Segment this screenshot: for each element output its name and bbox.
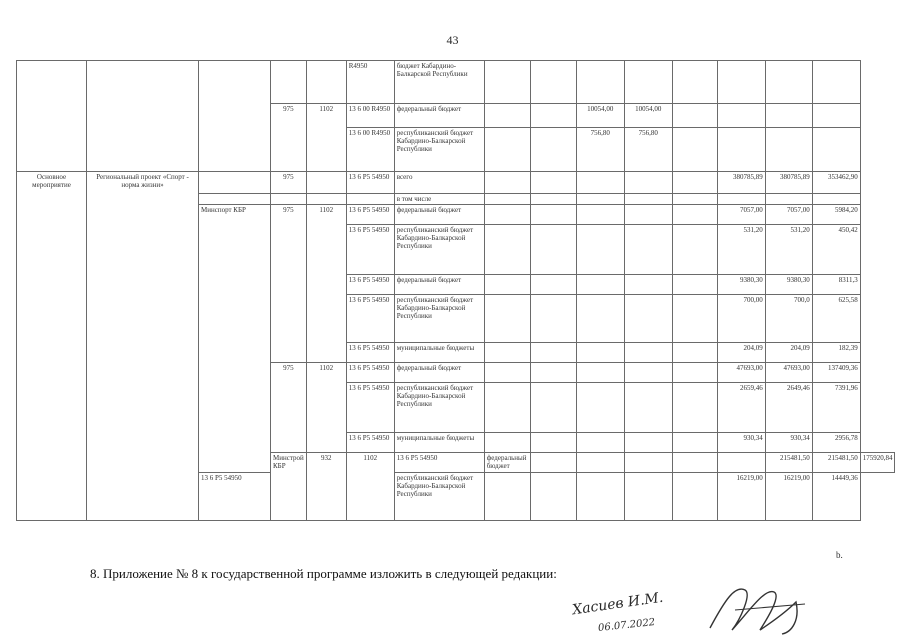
cell-value: 531,20 — [765, 225, 812, 275]
budget-table — [16, 60, 895, 521]
cell-value: 10054,00 — [576, 104, 624, 128]
cell-value: 204,09 — [765, 343, 812, 363]
appendix-statement: 8. Приложение № 8 к государственной программе изложить в следующей редакции: — [90, 566, 557, 581]
cell-value: 14449,36 — [812, 473, 860, 521]
page-number: 43 — [446, 33, 459, 47]
cell-kbk: 13 6 P5 54950 — [346, 295, 394, 343]
cell-kbk: 13 6 P5 54950 — [346, 172, 394, 194]
cell-grbs: 975 — [271, 172, 307, 194]
table-row — [17, 61, 895, 104]
cell-value: 700,0 — [765, 295, 812, 343]
cell-source: федеральный бюджет — [394, 104, 484, 128]
cell-value: 215481,50 — [812, 453, 860, 473]
cell-value: 9380,30 — [717, 275, 765, 295]
cell-value: 182,39 — [812, 343, 860, 363]
cell-value: 2659,46 — [717, 383, 765, 433]
cell-value: 175920,84 — [860, 453, 895, 473]
cell-value: 930,34 — [717, 433, 765, 453]
cell-source: республиканский бюджет Кабардино-Балкарской Республики — [394, 383, 484, 433]
cell-empty — [271, 61, 307, 104]
cell-value: 625,58 — [812, 295, 860, 343]
cell-kbk: 13 6 P5 54950 — [346, 433, 394, 453]
cell-source: муниципальные бюджеты — [394, 433, 484, 453]
cell-kbk: R4950 — [346, 61, 394, 104]
cell-value: 2649,46 — [765, 383, 812, 433]
cell-value: 380785,89 — [717, 172, 765, 194]
cell-kbk: 13 6 00 R4950 — [346, 128, 394, 172]
cell-source: всего — [394, 172, 484, 194]
cell-grbs: 975 — [271, 363, 307, 453]
cell-value: 450,42 — [812, 225, 860, 275]
cell-value: 16219,00 — [765, 473, 812, 521]
cell-source: федеральный бюджет — [394, 205, 484, 225]
cell-source: федеральный бюджет — [394, 363, 484, 383]
cell-value: 380785,89 — [765, 172, 812, 194]
cell-value: 756,80 — [576, 128, 624, 172]
cell-kbk: 13 6 00 R4950 — [346, 104, 394, 128]
cell-value: 215481,50 — [765, 453, 812, 473]
cell-source: республиканский бюджет Кабардино-Балкарской Республики — [394, 295, 484, 343]
cell-value: 204,09 — [717, 343, 765, 363]
cell-source: бюджет Кабардино-Балкарской Республики — [394, 61, 484, 104]
cell-value: 10054,00 — [624, 104, 672, 128]
ministry-build: Минстрой КБР — [271, 453, 307, 521]
cell-value: 531,20 — [717, 225, 765, 275]
cell-kbk: 13 6 P5 54950 — [346, 343, 394, 363]
cell-kbk: 13 6 P5 54950 — [346, 383, 394, 433]
cell-value: 7391,96 — [812, 383, 860, 433]
cell-grbs: 975 — [271, 104, 307, 172]
event-name: Региональный проект «Спорт - норма жизни» — [87, 172, 199, 521]
cell-empty — [87, 61, 199, 172]
cell-razdel: 1102 — [346, 453, 394, 521]
page-mark: b. — [836, 550, 843, 560]
cell-source: республиканский бюджет Кабардино-Балкарской Республики — [394, 473, 484, 521]
cell-value: 353462,90 — [812, 172, 860, 194]
cell-value: 756,80 — [624, 128, 672, 172]
cell-kbk: 13 6 P5 54950 — [346, 363, 394, 383]
cell-value: 9380,30 — [765, 275, 812, 295]
event-type: Основное мероприятие — [17, 172, 87, 521]
cell-value: 700,00 — [717, 295, 765, 343]
cell-kbk: 13 6 P5 54950 — [394, 453, 484, 473]
cell-source: федеральный бюджет — [484, 453, 530, 473]
cell-value: 8311,3 — [812, 275, 860, 295]
signature-date: 06.07.2022 — [597, 617, 656, 634]
cell-value: 47693,00 — [765, 363, 812, 383]
cell-razdel: 1102 — [306, 363, 346, 453]
table-row — [17, 172, 895, 194]
cell-value: 5984,20 — [812, 205, 860, 225]
cell-value: 2956,78 — [812, 433, 860, 453]
cell-source: федеральный бюджет — [394, 275, 484, 295]
cell-value: 7057,00 — [717, 205, 765, 225]
cell-value: 16219,00 — [717, 473, 765, 521]
cell-razdel: 1102 — [306, 205, 346, 363]
signature-name: Хасиев И.М. — [571, 589, 665, 619]
cell-kbk: 13 6 P5 54950 — [199, 473, 271, 521]
cell-value: 137409,36 — [812, 363, 860, 383]
cell-value: 47693,00 — [717, 363, 765, 383]
cell-empty — [199, 61, 271, 172]
cell-kbk: 13 6 P5 54950 — [346, 205, 394, 225]
cell-grbs: 932 — [306, 453, 346, 521]
cell-empty — [17, 61, 87, 172]
cell-source: муниципальные бюджеты — [394, 343, 484, 363]
cell-razdel: 1102 — [306, 104, 346, 172]
cell-value: 930,34 — [765, 433, 812, 453]
cell-value: 7057,00 — [765, 205, 812, 225]
cell-kbk: 13 6 P5 54950 — [346, 225, 394, 275]
cell-grbs: 975 — [271, 205, 307, 363]
cell-source: республиканский бюджет Кабардино-Балкарской Республики — [394, 128, 484, 172]
ministry-sport: Минспорт КБР — [199, 205, 271, 473]
cell-empty — [306, 61, 346, 104]
cell-kbk: 13 6 P5 54950 — [346, 275, 394, 295]
cell-source: в том числе — [394, 194, 484, 205]
cell-source: республиканский бюджет Кабардино-Балкарской Республики — [394, 225, 484, 275]
